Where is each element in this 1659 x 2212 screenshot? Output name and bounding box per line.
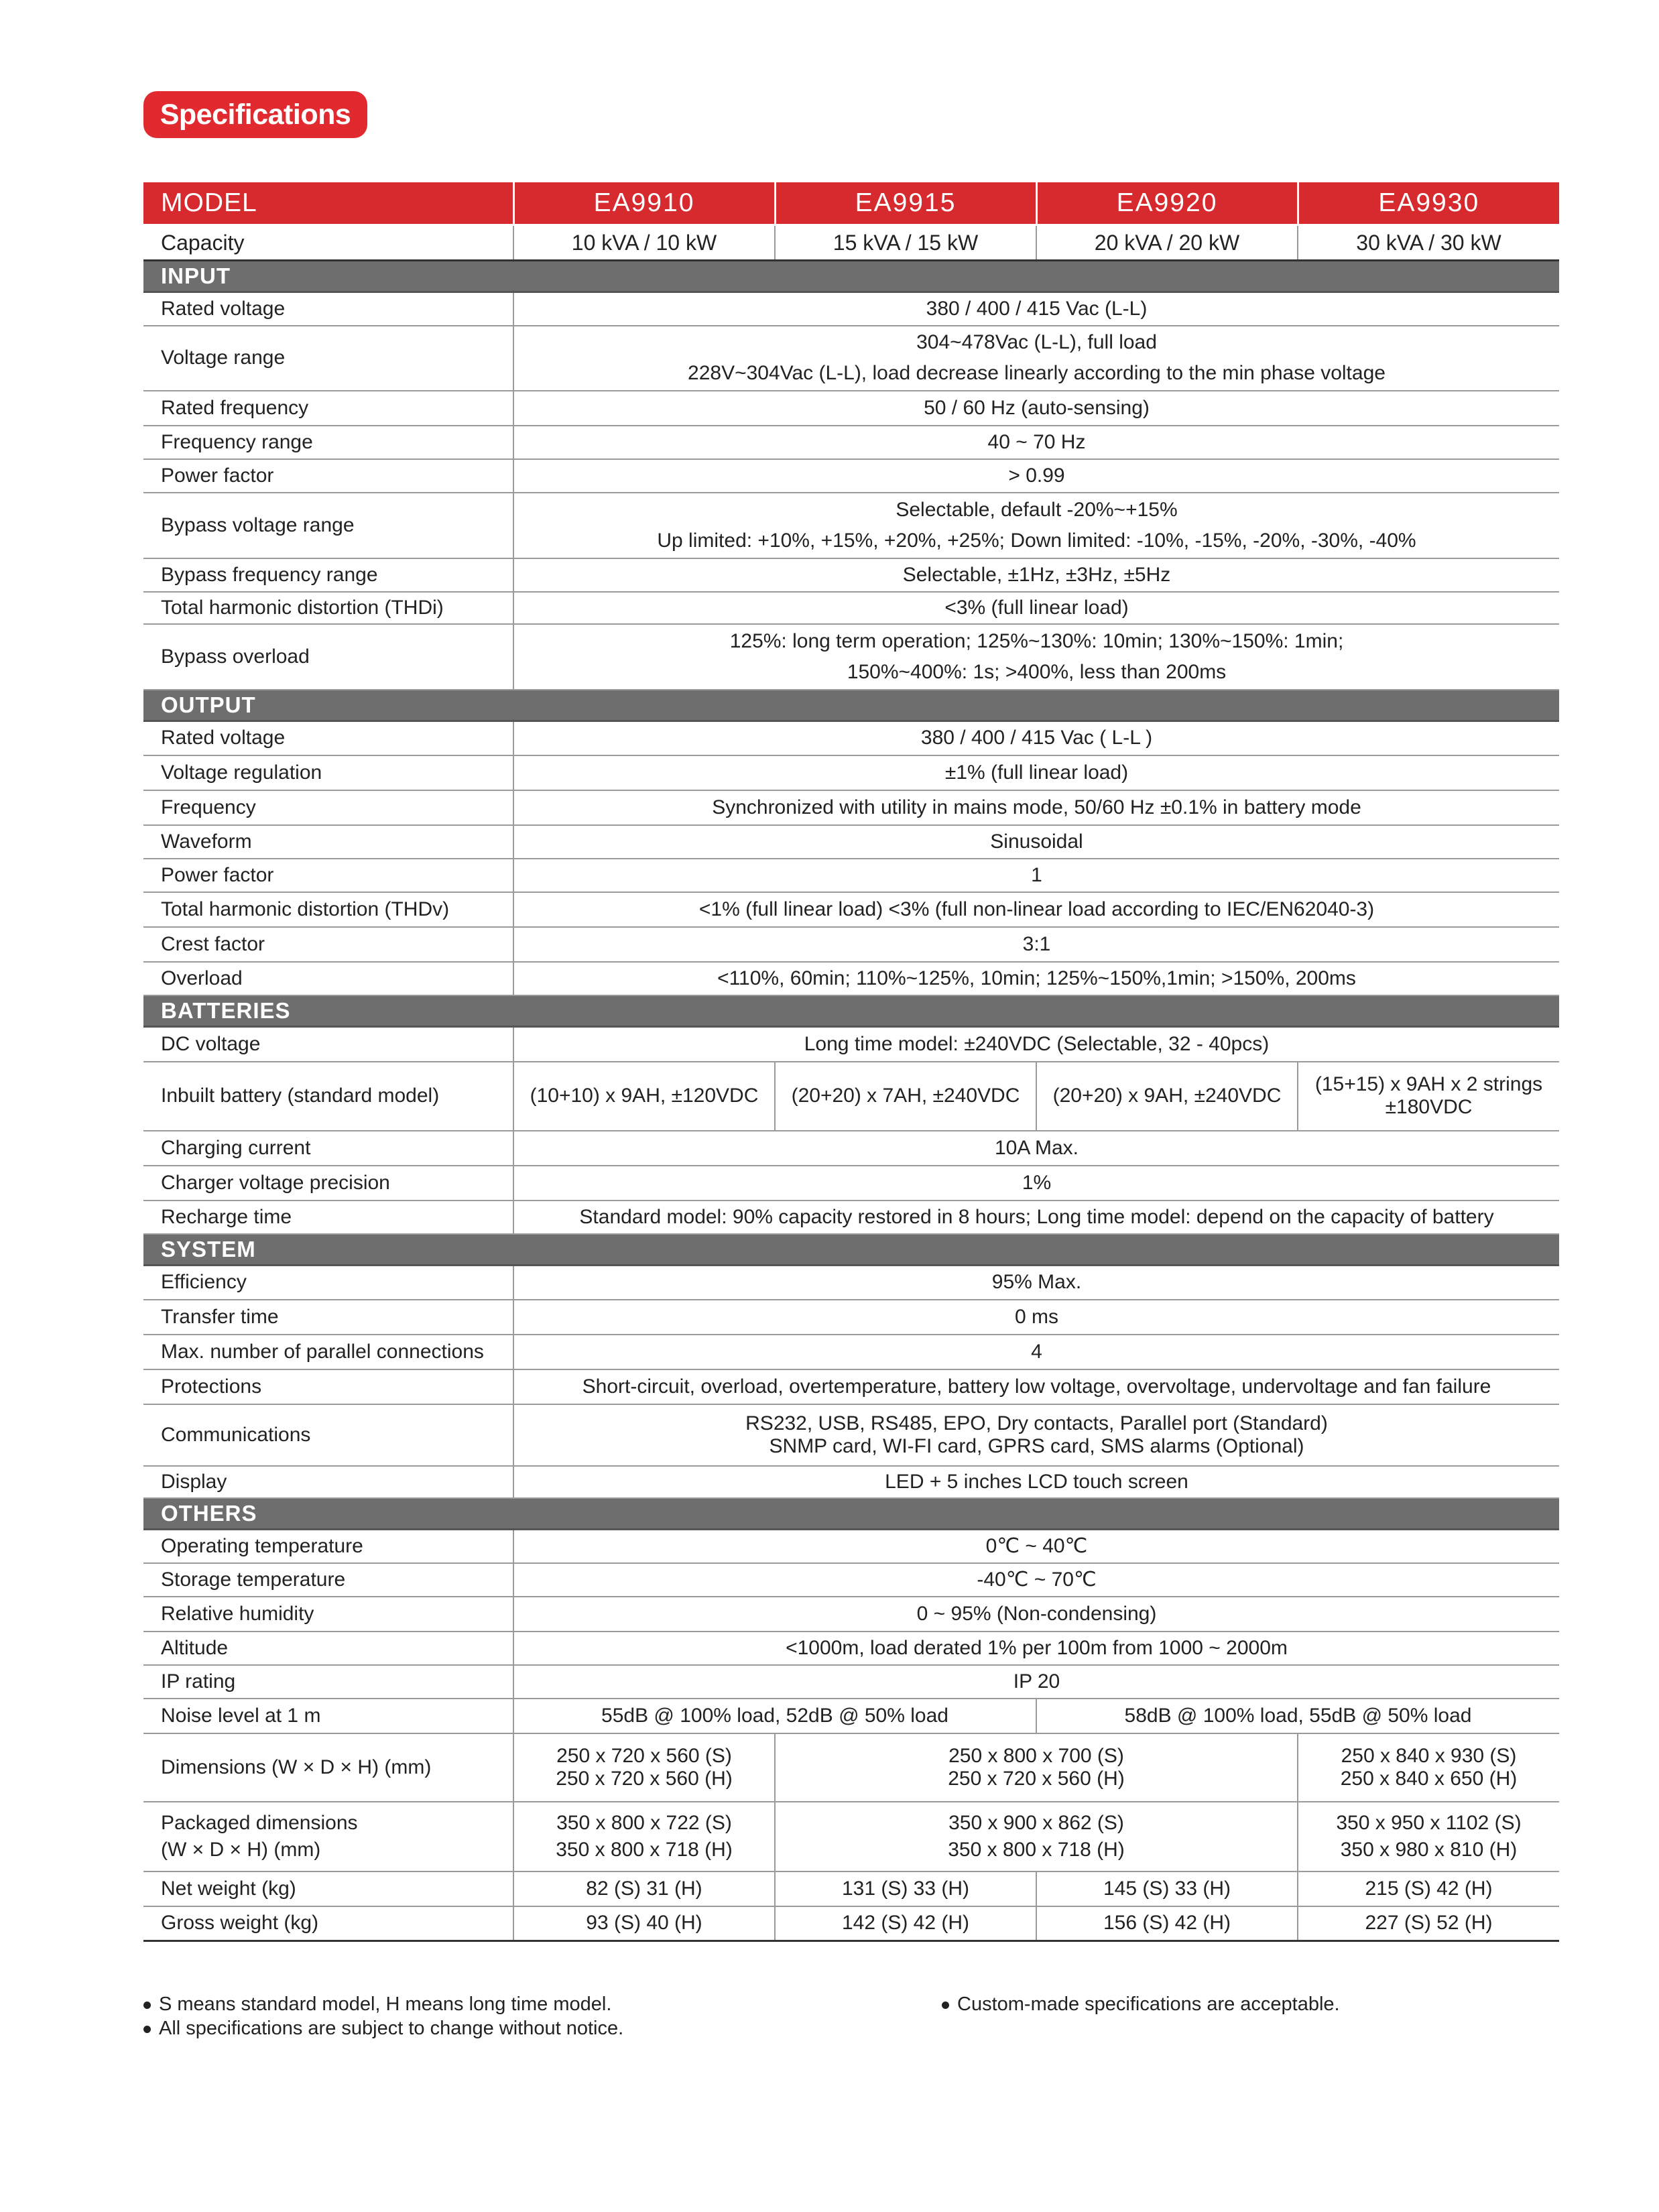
row-value	[1298, 1733, 1559, 1802]
row-value-line: 250 x 840 x 930 (S)	[1341, 1744, 1517, 1767]
model-name: EA9930	[1298, 182, 1559, 225]
row-label: Overload	[143, 962, 513, 995]
spec-row	[143, 790, 1559, 825]
row-value: (20+20) x 9AH, ±240VDC	[1036, 1062, 1298, 1131]
row-label: Bypass overload	[143, 624, 513, 690]
row-value: ±1% (full linear load)	[513, 755, 1559, 790]
row-value-line: 250 x 800 x 700 (S)	[948, 1744, 1124, 1767]
row-value: 4	[513, 1335, 1559, 1369]
row-value: <3% (full linear load)	[513, 592, 1559, 624]
section-header-system	[143, 1234, 1559, 1266]
row-value: 0 ~ 95% (Non-condensing)	[513, 1597, 1559, 1632]
row-value: 131 (S) 33 (H)	[775, 1871, 1036, 1906]
row-label: Crest factor	[143, 927, 513, 962]
capacity-value: 20 kVA / 20 kW	[1036, 225, 1298, 261]
row-value: 95% Max.	[513, 1265, 1559, 1300]
row-value-line: 150%~400%: 1s; >400%, less than 200ms	[847, 660, 1227, 683]
bullet-icon	[143, 2002, 151, 2009]
row-label: Total harmonic distortion (THDv)	[143, 892, 513, 927]
spec-row	[143, 624, 1559, 690]
footnote-text: Custom-made specifications are acceptable.	[957, 1993, 1340, 2015]
row-label: Power factor	[143, 459, 513, 493]
row-value	[513, 1733, 775, 1802]
section-header-batteries	[143, 995, 1559, 1027]
spec-row	[143, 1335, 1559, 1369]
row-value-line: SNMP card, WI-FI card, GPRS card, SMS alarms (Optional)	[769, 1435, 1304, 1457]
row-label: Capacity	[143, 225, 513, 261]
row-value	[513, 1802, 775, 1871]
row-label: Bypass voltage range	[143, 493, 513, 558]
page-title: Specifications	[143, 91, 367, 138]
row-label: Altitude	[143, 1632, 513, 1665]
row-value: 82 (S) 31 (H)	[513, 1871, 775, 1906]
bullet-icon	[942, 2002, 949, 2009]
row-value: 380 / 400 / 415 Vac ( L-L )	[513, 721, 1559, 755]
model-name: EA9915	[775, 182, 1036, 225]
row-value-line: Selectable, default -20%~+15%	[896, 498, 1178, 521]
section-header-others	[143, 1498, 1559, 1530]
row-value-line: ±180VDC	[1385, 1096, 1473, 1118]
row-label: Protections	[143, 1369, 513, 1404]
row-value-line: Up limited: +10%, +15%, +20%, +25%; Down limited: -10%, -15%, -20%, -30%, -40%	[657, 529, 1416, 552]
spec-row	[143, 1563, 1559, 1597]
spec-row	[143, 1369, 1559, 1404]
spec-row	[143, 1597, 1559, 1632]
row-value-line: 250 x 720 x 560 (H)	[948, 1767, 1125, 1790]
row-value: Standard model: 90% capacity restored in 8 hours; Long time model: depend on the capacity of battery	[513, 1201, 1559, 1234]
row-value-line: 250 x 720 x 560 (S)	[556, 1744, 732, 1767]
footnote	[143, 1992, 623, 2016]
row-value: > 0.99	[513, 459, 1559, 493]
capacity-row	[143, 225, 1559, 261]
row-label: DC voltage	[143, 1027, 513, 1062]
spec-row	[143, 1027, 1559, 1062]
footnote-text: All specifications are subject to change without notice.	[159, 2018, 624, 2039]
model-header-row	[143, 182, 1559, 225]
row-value: 3:1	[513, 927, 1559, 962]
bullet-icon	[143, 2026, 151, 2033]
row-value: 142 (S) 42 (H)	[775, 1906, 1036, 1941]
spec-row	[143, 592, 1559, 624]
spec-row	[143, 1466, 1559, 1498]
row-value: <1% (full linear load) <3% (full non-linear load according to IEC/EN62040-3)	[513, 892, 1559, 927]
spec-row	[143, 927, 1559, 962]
row-value	[775, 1733, 1298, 1802]
row-label: Communications	[143, 1404, 513, 1466]
row-value: 1	[513, 859, 1559, 892]
spec-row	[143, 459, 1559, 493]
row-value: 58dB @ 100% load, 55dB @ 50% load	[1036, 1699, 1559, 1733]
spec-row	[143, 825, 1559, 859]
row-value: 0 ms	[513, 1300, 1559, 1335]
row-label: Waveform	[143, 825, 513, 859]
row-label: Voltage range	[143, 326, 513, 391]
specifications-table	[143, 182, 1559, 1942]
row-label: Gross weight (kg)	[143, 1906, 513, 1941]
row-label: Recharge time	[143, 1201, 513, 1234]
row-value	[1298, 1062, 1559, 1131]
row-label: Noise level at 1 m	[143, 1699, 513, 1733]
row-value-line: 350 x 900 x 862 (S)	[948, 1811, 1124, 1834]
row-label: Charger voltage precision	[143, 1166, 513, 1201]
row-value	[1298, 1802, 1559, 1871]
row-label: Rated frequency	[143, 391, 513, 426]
row-value	[513, 624, 1559, 690]
row-value-line: 350 x 950 x 1102 (S)	[1336, 1811, 1522, 1834]
row-label: Voltage regulation	[143, 755, 513, 790]
capacity-value: 30 kVA / 30 kW	[1298, 225, 1559, 261]
row-value: 227 (S) 52 (H)	[1298, 1906, 1559, 1941]
row-label: Power factor	[143, 859, 513, 892]
spec-row	[143, 326, 1559, 391]
row-label: Display	[143, 1466, 513, 1498]
row-value: 93 (S) 40 (H)	[513, 1906, 775, 1941]
spec-row	[143, 493, 1559, 558]
model-name: EA9920	[1036, 182, 1298, 225]
row-value-line: 125%: long term operation; 125%~130%: 10min; 130%~150%: 1min;	[729, 629, 1344, 652]
spec-row	[143, 1699, 1559, 1733]
row-label: Storage temperature	[143, 1563, 513, 1597]
row-label-line: (W × D × H) (mm)	[161, 1838, 321, 1861]
spec-row	[143, 721, 1559, 755]
row-value-line: (15+15) x 9AH x 2 strings	[1314, 1073, 1543, 1095]
spec-row	[143, 1404, 1559, 1466]
section-title: INPUT	[143, 261, 1559, 292]
row-label: Max. number of parallel connections	[143, 1335, 513, 1369]
section-title: OTHERS	[143, 1498, 1559, 1530]
row-value: 0℃ ~ 40℃	[513, 1530, 1559, 1563]
row-value: LED + 5 inches LCD touch screen	[513, 1466, 1559, 1498]
spec-row	[143, 1265, 1559, 1300]
row-label: Transfer time	[143, 1300, 513, 1335]
row-value: 55dB @ 100% load, 52dB @ 50% load	[513, 1699, 1036, 1733]
row-label: Frequency	[143, 790, 513, 825]
section-header-output	[143, 690, 1559, 721]
spec-row	[143, 962, 1559, 995]
spec-row	[143, 292, 1559, 326]
row-label: Relative humidity	[143, 1597, 513, 1632]
capacity-value: 10 kVA / 10 kW	[513, 225, 775, 261]
row-label: Charging current	[143, 1131, 513, 1166]
row-label-line: Packaged dimensions	[161, 1811, 358, 1834]
spec-row	[143, 1166, 1559, 1201]
row-value: 40 ~ 70 Hz	[513, 426, 1559, 459]
row-value-line: 350 x 800 x 718 (H)	[948, 1838, 1125, 1861]
row-label: Dimensions (W × D × H) (mm)	[143, 1733, 513, 1802]
row-value-line: 250 x 720 x 560 (H)	[556, 1767, 733, 1790]
footnote	[942, 1992, 1340, 2016]
row-value: Synchronized with utility in mains mode, 50/60 Hz ±0.1% in battery mode	[513, 790, 1559, 825]
spec-row	[143, 1871, 1559, 1906]
row-label: Rated voltage	[143, 292, 513, 326]
row-value: 145 (S) 33 (H)	[1036, 1871, 1298, 1906]
spec-row	[143, 1802, 1559, 1871]
spec-row	[143, 1632, 1559, 1665]
row-value: (20+20) x 7AH, ±240VDC	[775, 1062, 1036, 1131]
spec-row	[143, 558, 1559, 592]
row-label: Net weight (kg)	[143, 1871, 513, 1906]
row-value: Short-circuit, overload, overtemperature, battery low voltage, overvoltage, undervoltage and fan failure	[513, 1369, 1559, 1404]
row-value: 50 / 60 Hz (auto-sensing)	[513, 391, 1559, 426]
spec-row	[143, 755, 1559, 790]
row-label: Bypass frequency range	[143, 558, 513, 592]
spec-row	[143, 391, 1559, 426]
spec-row	[143, 1665, 1559, 1699]
section-title: SYSTEM	[143, 1234, 1559, 1266]
row-label: Inbuilt battery (standard model)	[143, 1062, 513, 1131]
section-title: BATTERIES	[143, 995, 1559, 1027]
section-title: OUTPUT	[143, 690, 1559, 721]
row-value-line: 350 x 800 x 718 (H)	[556, 1838, 733, 1861]
spec-row	[143, 426, 1559, 459]
row-value	[513, 326, 1559, 391]
row-value: IP 20	[513, 1665, 1559, 1699]
spec-row	[143, 892, 1559, 927]
spec-row	[143, 1131, 1559, 1166]
row-label: Efficiency	[143, 1265, 513, 1300]
spec-row	[143, 1530, 1559, 1563]
row-label	[143, 1802, 513, 1871]
row-label: Total harmonic distortion (THDi)	[143, 592, 513, 624]
footnote	[143, 2016, 623, 2040]
row-value: Selectable, ±1Hz, ±3Hz, ±5Hz	[513, 558, 1559, 592]
row-value: 1%	[513, 1166, 1559, 1201]
row-value: -40℃ ~ 70℃	[513, 1563, 1559, 1597]
row-label: Rated voltage	[143, 721, 513, 755]
spec-row	[143, 1733, 1559, 1802]
row-value: (10+10) x 9AH, ±120VDC	[513, 1062, 775, 1131]
row-value-line: 304~478Vac (L-L), full load	[916, 331, 1157, 353]
row-value-line: RS232, USB, RS485, EPO, Dry contacts, Parallel port (Standard)	[745, 1412, 1328, 1434]
spec-row	[143, 1062, 1559, 1131]
row-value: <1000m, load derated 1% per 100m from 1000 ~ 2000m	[513, 1632, 1559, 1665]
footnotes-left	[143, 1992, 623, 2040]
row-value-line: 250 x 840 x 650 (H)	[1340, 1767, 1518, 1790]
row-value: 10A Max.	[513, 1131, 1559, 1166]
spec-row	[143, 859, 1559, 892]
row-value	[513, 1404, 1559, 1466]
row-label: IP rating	[143, 1665, 513, 1699]
row-value-line: 350 x 980 x 810 (H)	[1340, 1838, 1518, 1861]
row-value-line: 350 x 800 x 722 (S)	[556, 1811, 732, 1834]
spec-row	[143, 1300, 1559, 1335]
model-label: MODEL	[143, 182, 513, 225]
row-value	[513, 493, 1559, 558]
row-value: 215 (S) 42 (H)	[1298, 1871, 1559, 1906]
footnote-text: S means standard model, H means long time model.	[159, 1993, 612, 2015]
capacity-value: 15 kVA / 15 kW	[775, 225, 1036, 261]
row-value-line: 228V~304Vac (L-L), load decrease linearly according to the min phase voltage	[688, 362, 1386, 384]
row-label: Frequency range	[143, 426, 513, 459]
spec-row	[143, 1201, 1559, 1234]
spec-row	[143, 1906, 1559, 1941]
model-name: EA9910	[513, 182, 775, 225]
row-label: Operating temperature	[143, 1530, 513, 1563]
row-value: 380 / 400 / 415 Vac (L-L)	[513, 292, 1559, 326]
row-value	[775, 1802, 1298, 1871]
footnotes-right	[942, 1992, 1340, 2016]
row-value: Sinusoidal	[513, 825, 1559, 859]
section-header-input	[143, 261, 1559, 292]
row-value: <110%, 60min; 110%~125%, 10min; 125%~150%,1min; >150%, 200ms	[513, 962, 1559, 995]
row-value: 156 (S) 42 (H)	[1036, 1906, 1298, 1941]
row-value: Long time model: ±240VDC (Selectable, 32 - 40pcs)	[513, 1027, 1559, 1062]
